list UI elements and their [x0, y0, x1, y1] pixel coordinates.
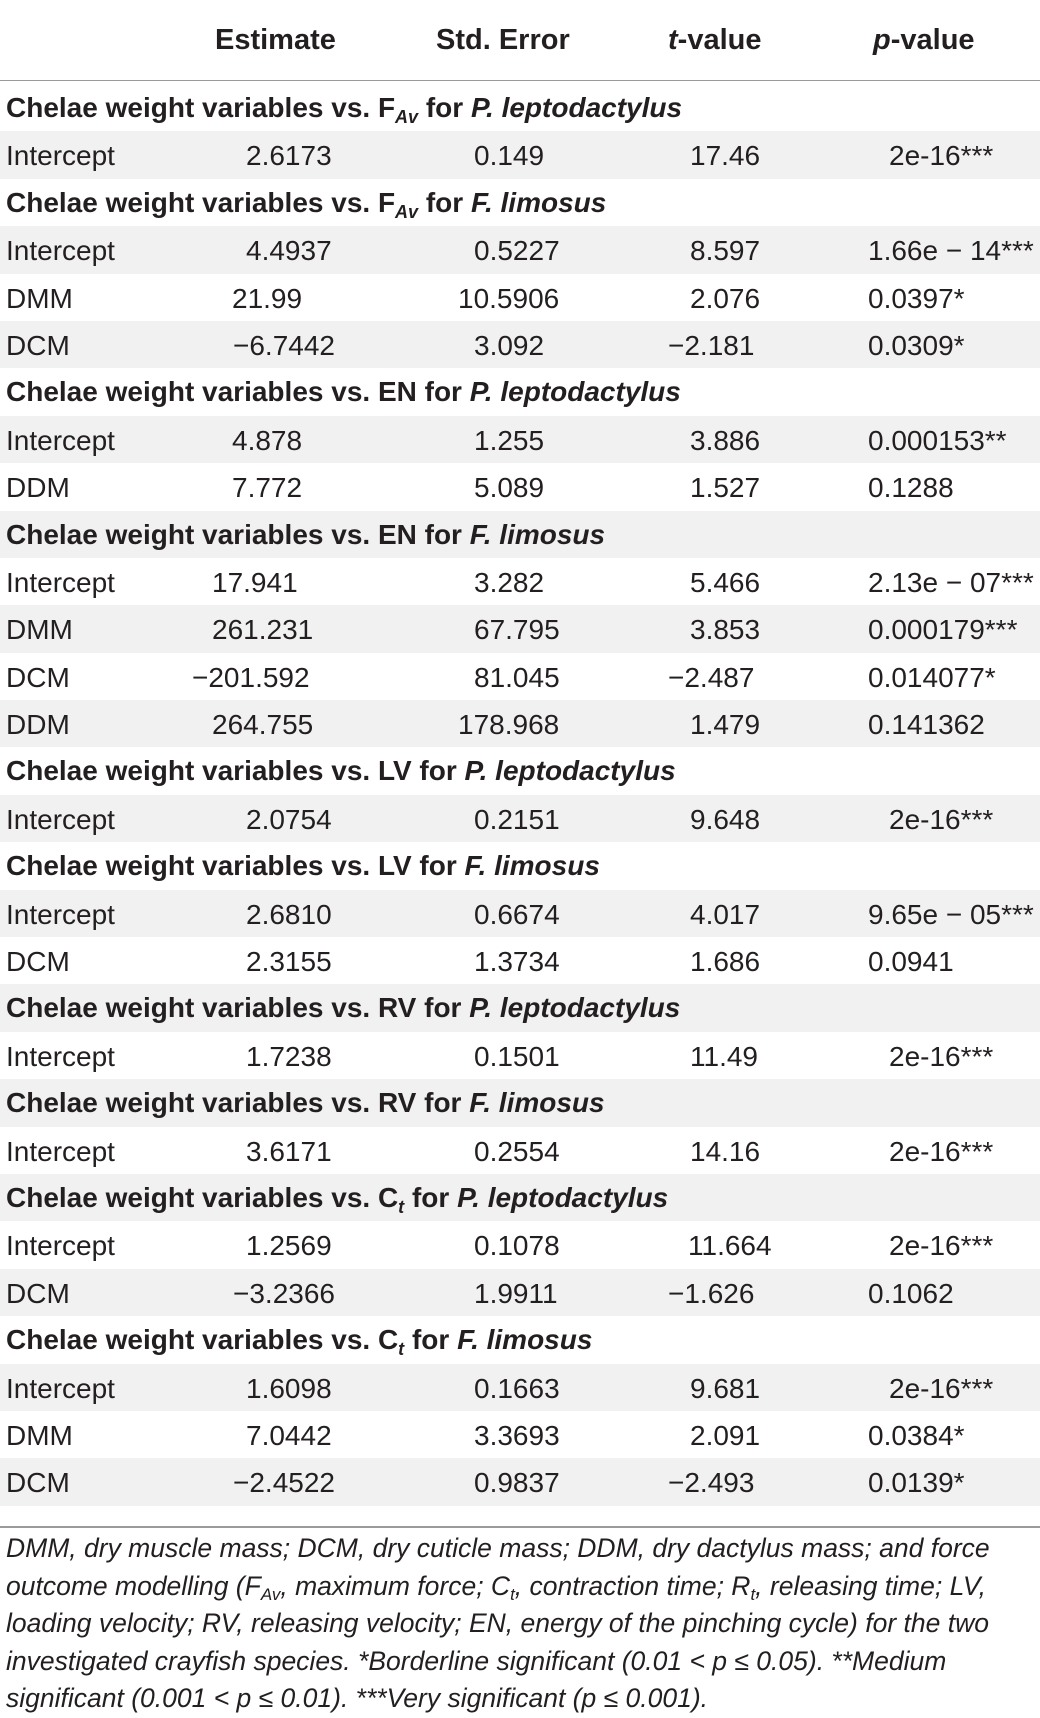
cell-t-value: −2.493 [668, 1467, 755, 1499]
cell-estimate: 2.6810 [246, 898, 332, 930]
table-row [0, 416, 1040, 463]
row-label: Intercept [6, 1372, 115, 1404]
cell-t-value: 8.597 [690, 235, 761, 267]
cell-t-value: 17.46 [690, 140, 761, 172]
section-title-text: Chelae weight variables vs. EN [6, 376, 417, 408]
footnote-sub-fav: Av [260, 1584, 281, 1604]
section-title [6, 376, 681, 408]
section-title [6, 1182, 668, 1218]
cell-t-value: 9.648 [690, 803, 761, 835]
cell-t-value: −1.626 [668, 1277, 755, 1309]
section-title-text: Chelae weight variables vs. F [6, 92, 396, 123]
cell-p-value: 2.13e − 07*** [868, 566, 1034, 598]
section-title-species: F. limosus [464, 850, 600, 882]
cell-t-value: 1.527 [690, 472, 761, 504]
cell-std-error: 10.5906 [458, 282, 560, 314]
column-header-std-error: Std. Error [436, 24, 570, 56]
cell-std-error: 0.1078 [474, 1230, 560, 1262]
section-title-species: P. leptodactylus [457, 1181, 669, 1213]
table-row [0, 1364, 1040, 1411]
cell-std-error: 0.5227 [474, 235, 560, 267]
cell-p-value: 0.0309* [868, 329, 965, 361]
section-header-row [0, 1316, 1040, 1363]
cell-t-value: −2.487 [668, 661, 755, 693]
cell-estimate: 17.941 [212, 566, 298, 598]
section-title-for: for [416, 376, 470, 408]
row-label: Intercept [6, 1135, 115, 1167]
cell-estimate: −201.592 [192, 661, 310, 693]
table-row [0, 463, 1040, 510]
section-title-for: for [404, 1324, 458, 1356]
section-header-row [0, 84, 1040, 131]
table-row [0, 274, 1040, 321]
cell-estimate: 4.4937 [246, 235, 332, 267]
section-title-for: for [416, 1087, 470, 1119]
cell-std-error: 1.3734 [474, 946, 560, 978]
table-row [0, 1458, 1040, 1505]
section-title-species: P. leptodactylus [469, 376, 681, 408]
cell-estimate: 1.6098 [246, 1372, 332, 1404]
section-header-row [0, 1079, 1040, 1126]
cell-estimate: 7.772 [232, 472, 303, 504]
cell-std-error: 1.9911 [474, 1277, 558, 1309]
cell-p-value: 2e-16*** [889, 803, 994, 835]
column-header-p-value: p-value [873, 24, 975, 56]
row-label: DCM [6, 329, 70, 361]
section-header-row [0, 747, 1040, 794]
section-title-species: F. limosus [457, 1324, 593, 1356]
cell-estimate: 2.6173 [246, 140, 332, 172]
cell-t-value: 1.686 [690, 946, 761, 978]
section-title-subscript: Av [395, 107, 419, 127]
row-label: Intercept [6, 898, 115, 930]
cell-std-error: 81.045 [474, 661, 560, 693]
section-title-subscript: Av [395, 201, 419, 222]
row-label: DMM [6, 614, 73, 646]
table-row [0, 321, 1040, 368]
section-header-row [0, 179, 1040, 226]
table-row [0, 937, 1040, 984]
cell-std-error: 3.282 [474, 566, 545, 598]
cell-t-value: 14.16 [690, 1135, 761, 1167]
section-title-species: P. leptodactylus [464, 755, 676, 787]
section-header-row [0, 368, 1040, 415]
table-row [0, 795, 1040, 842]
cell-t-value: 11.664 [688, 1230, 772, 1262]
cell-p-value: 9.65e − 05*** [868, 898, 1034, 930]
table-row [0, 226, 1040, 273]
table-row [0, 558, 1040, 605]
row-label: Intercept [6, 1040, 115, 1072]
cell-t-value: 3.886 [690, 424, 761, 456]
row-label: DMM [6, 282, 73, 314]
cell-estimate: 261.231 [212, 614, 314, 646]
row-label: Intercept [6, 1230, 115, 1262]
cell-std-error: 1.255 [474, 424, 545, 456]
footnote-text-2: , maximum force; C [280, 1570, 511, 1601]
section-title [6, 519, 605, 551]
cell-t-value: −2.181 [668, 329, 755, 361]
cell-std-error: 0.1663 [474, 1372, 560, 1404]
cell-p-value: 0.1288 [868, 472, 954, 504]
cell-p-value: 0.141362 [868, 709, 985, 741]
section-title-for: for [411, 755, 465, 787]
cell-t-value: 1.479 [690, 709, 761, 741]
cell-p-value: 2e-16*** [889, 1040, 994, 1072]
cell-estimate: 7.0442 [246, 1419, 332, 1451]
row-label: DCM [6, 946, 70, 978]
cell-p-value: 0.0941 [868, 946, 954, 978]
table-row [0, 1127, 1040, 1174]
section-title-text: Chelae weight variables vs. RV [6, 1087, 417, 1119]
footnote-sub-rt: t [750, 1584, 756, 1604]
column-header-t-value-text: -value [677, 24, 762, 56]
section-title-text: Chelae weight variables vs. C [6, 1324, 399, 1356]
cell-p-value: 2e-16*** [889, 1372, 994, 1404]
section-title-for: for [411, 850, 465, 882]
section-header-row [0, 842, 1040, 889]
table-row [0, 131, 1040, 178]
section-header-row [0, 1174, 1040, 1221]
section-title [6, 850, 600, 882]
footnote-text-4: , releasing time; LV, loading velocity; RV, releasing velocity; EN, energy of the pinching cycle) for the two investigated crayfish species. *Borderline significant (0.01 < p ≤ 0.05). **Medium significant (0.001 < p ≤ 0.01). ***Very significant (p ≤ 0.001). [6, 1570, 989, 1714]
row-label: DCM [6, 661, 70, 693]
cell-std-error: 0.9837 [474, 1467, 560, 1499]
cell-std-error: 0.2151 [474, 803, 560, 835]
cell-estimate: −6.7442 [233, 329, 335, 361]
section-title-species: F. limosus [469, 518, 606, 550]
section-title-species: P. leptodactylus [470, 92, 683, 123]
column-header-t-value: t-value [668, 24, 762, 56]
section-title [6, 755, 676, 787]
cell-t-value: 5.466 [690, 566, 761, 598]
section-title-for: for [416, 992, 470, 1024]
table-footnote [6, 1530, 1036, 1718]
cell-t-value: 2.091 [690, 1419, 761, 1451]
cell-std-error: 0.149 [474, 140, 545, 172]
cell-std-error: 0.6674 [474, 898, 560, 930]
table-row [0, 653, 1040, 700]
section-title-text: Chelae weight variables vs. EN [6, 518, 417, 550]
section-title-for: for [416, 518, 470, 550]
section-title [6, 187, 606, 223]
table-row [0, 1032, 1040, 1079]
cell-std-error: 0.2554 [474, 1135, 560, 1167]
cell-estimate: 4.878 [232, 424, 303, 456]
cell-estimate: 264.755 [212, 709, 314, 741]
cell-p-value: 2e-16*** [889, 1230, 994, 1262]
column-header-p-value-text: -value [890, 24, 975, 56]
row-label: DCM [6, 1277, 70, 1309]
section-header-row [0, 984, 1040, 1031]
row-label: DDM [6, 472, 70, 504]
footnote-sub-ct: t [510, 1584, 515, 1604]
table-row [0, 890, 1040, 937]
table-bottom-rule [0, 1526, 1040, 1528]
cell-t-value: 9.681 [690, 1372, 761, 1404]
footnote-text-3: , contraction time; R [514, 1570, 751, 1601]
cell-std-error: 67.795 [474, 614, 560, 646]
cell-t-value: 3.853 [690, 614, 761, 646]
section-title-text: Chelae weight variables vs. LV [6, 850, 412, 882]
section-title-subscript: t [398, 1196, 405, 1217]
cell-p-value: 2e-16*** [889, 140, 994, 172]
cell-t-value: 2.076 [690, 282, 761, 314]
row-label: Intercept [6, 140, 115, 172]
cell-estimate: 21.99 [232, 282, 303, 314]
cell-estimate: 3.6171 [246, 1135, 332, 1167]
section-title-for: for [404, 1181, 458, 1213]
section-title [6, 1087, 605, 1119]
cell-estimate: 2.0754 [246, 803, 332, 835]
row-label: Intercept [6, 803, 115, 835]
cell-std-error: 3.092 [474, 329, 545, 361]
row-label: Intercept [6, 424, 115, 456]
table-row [0, 1411, 1040, 1458]
cell-std-error: 3.3693 [474, 1419, 560, 1451]
cell-estimate: −2.4522 [233, 1467, 335, 1499]
cell-p-value: 0.0139* [868, 1467, 965, 1499]
row-label: DMM [6, 1419, 73, 1451]
cell-t-value: 4.017 [690, 898, 761, 930]
column-header-estimate: Estimate [215, 24, 336, 56]
section-title-subscript: t [398, 1339, 405, 1360]
section-header-row [0, 511, 1040, 558]
cell-estimate: 1.7238 [246, 1040, 332, 1072]
cell-p-value: 0.000153** [868, 424, 1007, 456]
section-title-species: F. limosus [469, 1087, 605, 1119]
section-title [6, 1324, 592, 1360]
section-title-species: P. leptodactylus [469, 992, 681, 1024]
row-label: DDM [6, 709, 70, 741]
cell-std-error: 5.089 [474, 472, 545, 504]
section-title-text: Chelae weight variables vs. F [6, 186, 396, 218]
table-row [0, 605, 1040, 652]
table-row [0, 700, 1040, 747]
cell-p-value: 0.000179*** [868, 614, 1018, 646]
cell-std-error: 178.968 [458, 709, 560, 741]
section-title-text: Chelae weight variables vs. LV [6, 755, 412, 787]
cell-estimate: −3.2366 [233, 1277, 335, 1309]
section-title-species: F. limosus [470, 186, 607, 218]
cell-p-value: 2e-16*** [889, 1135, 994, 1167]
table-header [0, 0, 1040, 80]
section-title [6, 92, 682, 128]
cell-p-value: 0.1062 [868, 1277, 954, 1309]
cell-p-value: 0.0397* [868, 282, 965, 314]
cell-estimate: 2.3155 [246, 946, 332, 978]
cell-std-error: 0.1501 [474, 1040, 560, 1072]
cell-p-value: 1.66e − 14*** [868, 235, 1034, 267]
cell-t-value: 11.49 [690, 1040, 758, 1072]
section-title [6, 992, 680, 1024]
cell-p-value: 0.0384* [868, 1419, 965, 1451]
section-title-for: for [418, 186, 471, 218]
row-label: Intercept [6, 235, 115, 267]
footnote-text-1: DMM, dry muscle mass; DCM, dry cuticle mass; DDM, dry dactylus mass; and force outcome modelling (F [6, 1533, 990, 1601]
section-title-text: Chelae weight variables vs. RV [6, 992, 417, 1024]
row-label: DCM [6, 1467, 70, 1499]
section-title-text: Chelae weight variables vs. C [6, 1181, 399, 1213]
table-body [0, 84, 1040, 1506]
row-label: Intercept [6, 566, 115, 598]
table-row [0, 1269, 1040, 1316]
header-divider [0, 80, 1040, 81]
table-row [0, 1221, 1040, 1268]
cell-estimate: 1.2569 [246, 1230, 332, 1262]
cell-p-value: 0.014077* [868, 661, 996, 693]
section-title-for: for [418, 92, 471, 123]
